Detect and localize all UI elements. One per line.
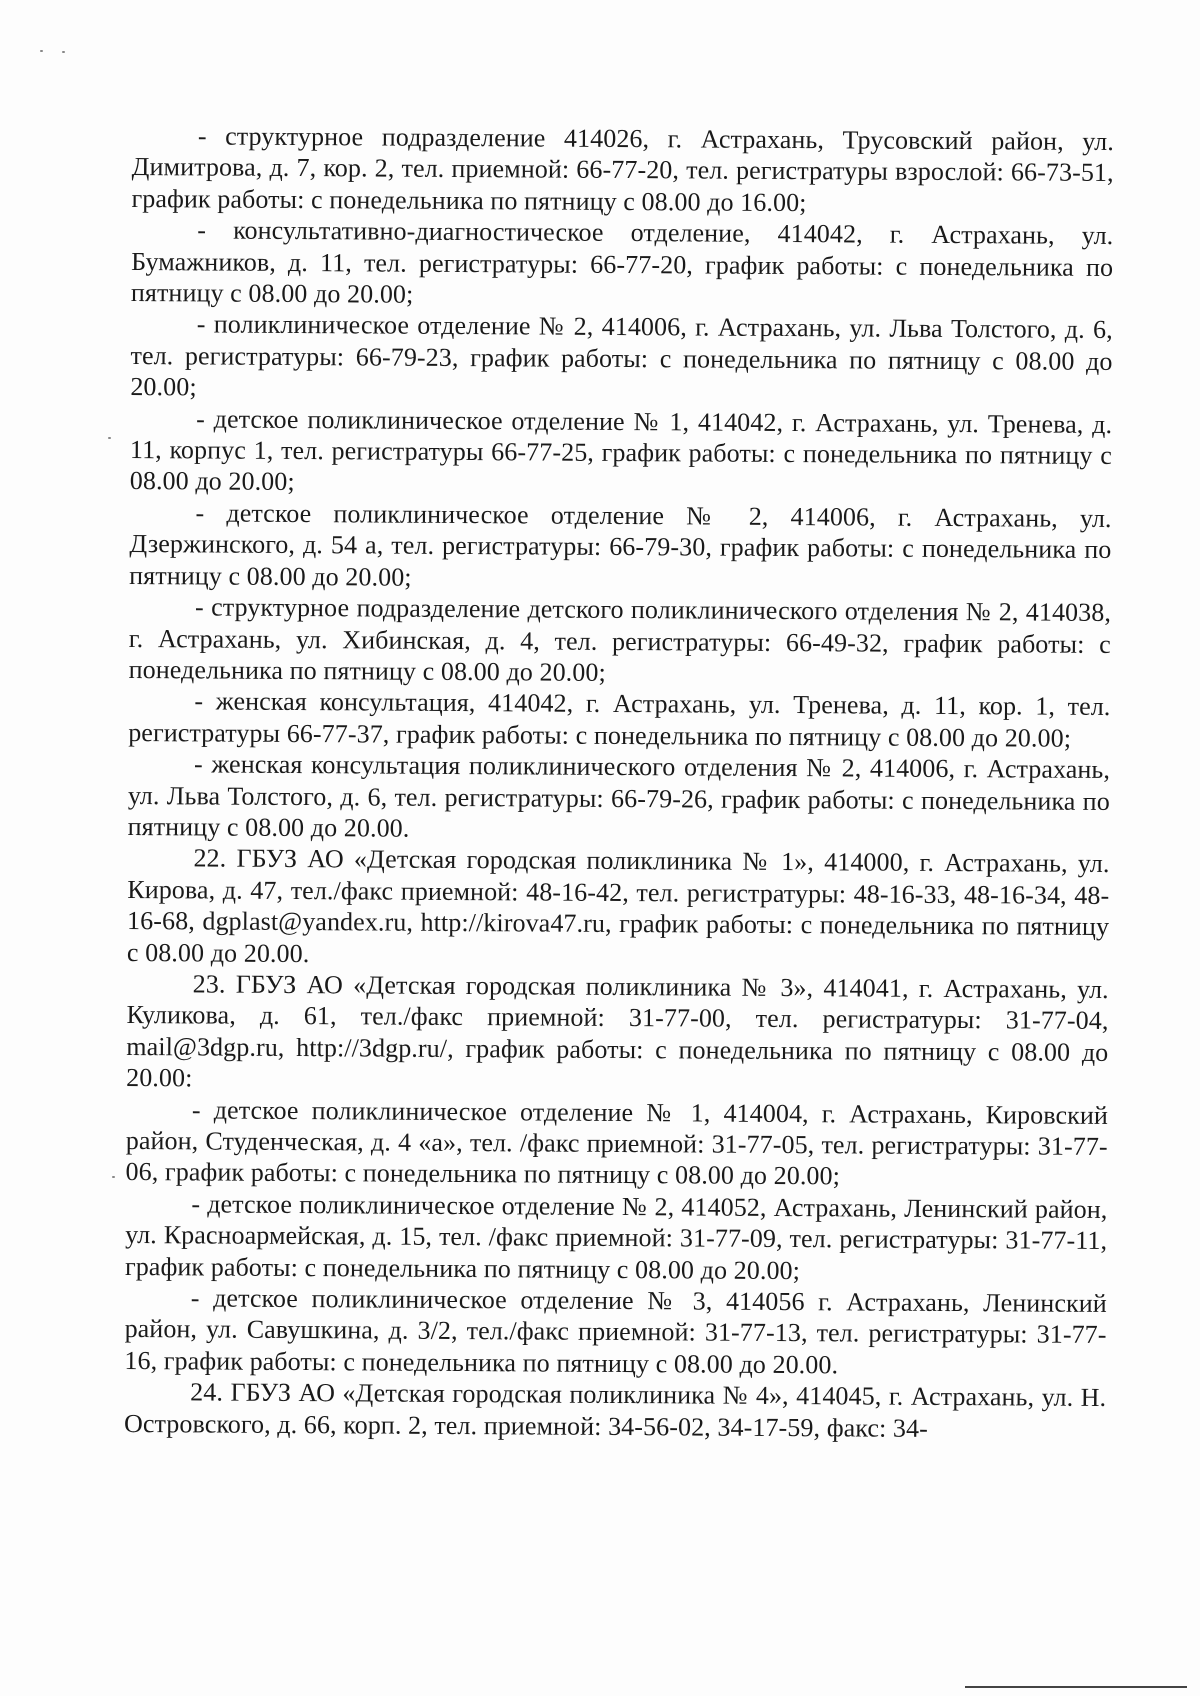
scan-speck <box>40 50 43 52</box>
paragraph: - детское поликлиническое отделение № 1, 414042, г. Астрахань, ул. Тренева, д. 11, корпус 1, тел. регистратуры 66-77-25, график работы: с понедельника по пятницу с 08.00 до 20.00; <box>129 404 1113 497</box>
paragraph: - детское поликлиническое отделение № 2, 414006, г. Астрахань, ул. Дзержинского, д. 54 а, тел. регистратуры: 66-79-30, график работы: с понедельника по пятницу с 08.00 до 20.00; <box>129 498 1112 592</box>
paragraph: - детское поликлиническое отделение № 1, 414004, г. Астрахань, Кировский район, Студенческая, д. 4 «а», тел. /факс приемной: 31-77-05, тел. регистратуры: 31-77-06, график работы: с понедельника по пятницу с 08.00 до 20.00; <box>125 1094 1109 1191</box>
footer-rule <box>965 1686 1187 1688</box>
scan-speck <box>108 437 111 439</box>
paragraph: - структурное подразделение детского поликлинического отделения № 2, 414038, г. Астрахань, ул. Хибинская, д. 4, тел. регистратуры: 66-49-32, график работы: с понедельника по пятницу с 08.00 до 20.00; <box>128 592 1112 687</box>
paragraph: 23. ГБУЗ АО «Детская городская поликлиника № 3», 414041, г. Астрахань, ул. Куликова, д. 61, тел./факс приемной: 31-77-00, тел. регистратуры: 31-77-04, mail@3dgp.ru, http://3dgp.ru/, график работы: с понедельника по пятницу с 08.00 до 20.00: <box>126 969 1109 1093</box>
paragraph: - детское поликлиническое отделение № 2, 414052, Астрахань, Ленинский район, ул. Красноармейская, д. 15, тел. /факс приемной: 31-77-09, тел. регистратуры: 31-77-11, график работы: с понедельника по пятницу с 08.00 до 20.00; <box>124 1189 1108 1285</box>
paragraph: - поликлиническое отделение № 2, 414006, г. Астрахань, ул. Льва Толстого, д. 6, тел. регистратуры: 66-79-23, график работы: с понедельника по пятницу с 08.00 до 20.00; <box>130 309 1113 402</box>
scan-speck <box>62 51 65 53</box>
scan-speck <box>112 1176 115 1178</box>
paragraph: 22. ГБУЗ АО «Детская городская поликлиника № 1», 414000, г. Астрахань, ул. Кирова, д. 47, тел./факс приемной: 48-16-42, тел. регистратуры: 48-16-33, 48-16-34, 48-16-68, dgplast@yandex.ru, http://kirova47.ru, график работы: с понедельника по пятницу с 08.00 до 20.00. <box>126 843 1110 968</box>
paragraph: - женская консультация поликлинического отделения № 2, 414006, г. Астрахань, ул. Льва Толстого, д. 6, тел. регистратуры: 66-79-26, график работы: с понедельника по пятницу с 08.00 до 20.00. <box>127 749 1111 843</box>
paragraph: 24. ГБУЗ АО «Детская городская поликлиника № 4», 414045, г. Астрахань, ул. Н. Островского, д. 66, корп. 2, тел. приемной: 34-56-02, 34-17-59, факс: 34- <box>123 1377 1107 1443</box>
paragraph: - женская консультация, 414042, г. Астрахань, ул. Тренева, д. 11, кор. 1, тел. регистратуры 66-77-37, график работы: с понедельника по пятницу с 08.00 до 20.00; <box>128 686 1111 753</box>
paragraph: - консультативно-диагностическое отделение, 414042, г. Астрахань, ул. Бумажников, д. 11, тел. регистратуры: 66-77-20, график работы: с понедельника по пятницу с 08.00 до 20.00; <box>130 215 1114 309</box>
document-body <box>124 120 1114 1445</box>
paragraph: - структурное подразделение 414026, г. Астрахань, Трусовский район, ул. Димитрова, д. 7, кор. 2, тел. приемной: 66-77-20, тел. регистратуры взрослой: 66-73-51, график работы: с понедельника по пятницу с 08.00 до 16.00; <box>131 121 1114 217</box>
paragraph: - детское поликлиническое отделение № 3, 414056 г. Астрахань, Ленинский район, ул. Савушкина, д. 3/2, тел./факс приемной: 31-77-13, тел. регистратуры: 31-77-16, график работы: с понедельника по пятницу с 08.00 до 20.00. <box>124 1283 1107 1380</box>
